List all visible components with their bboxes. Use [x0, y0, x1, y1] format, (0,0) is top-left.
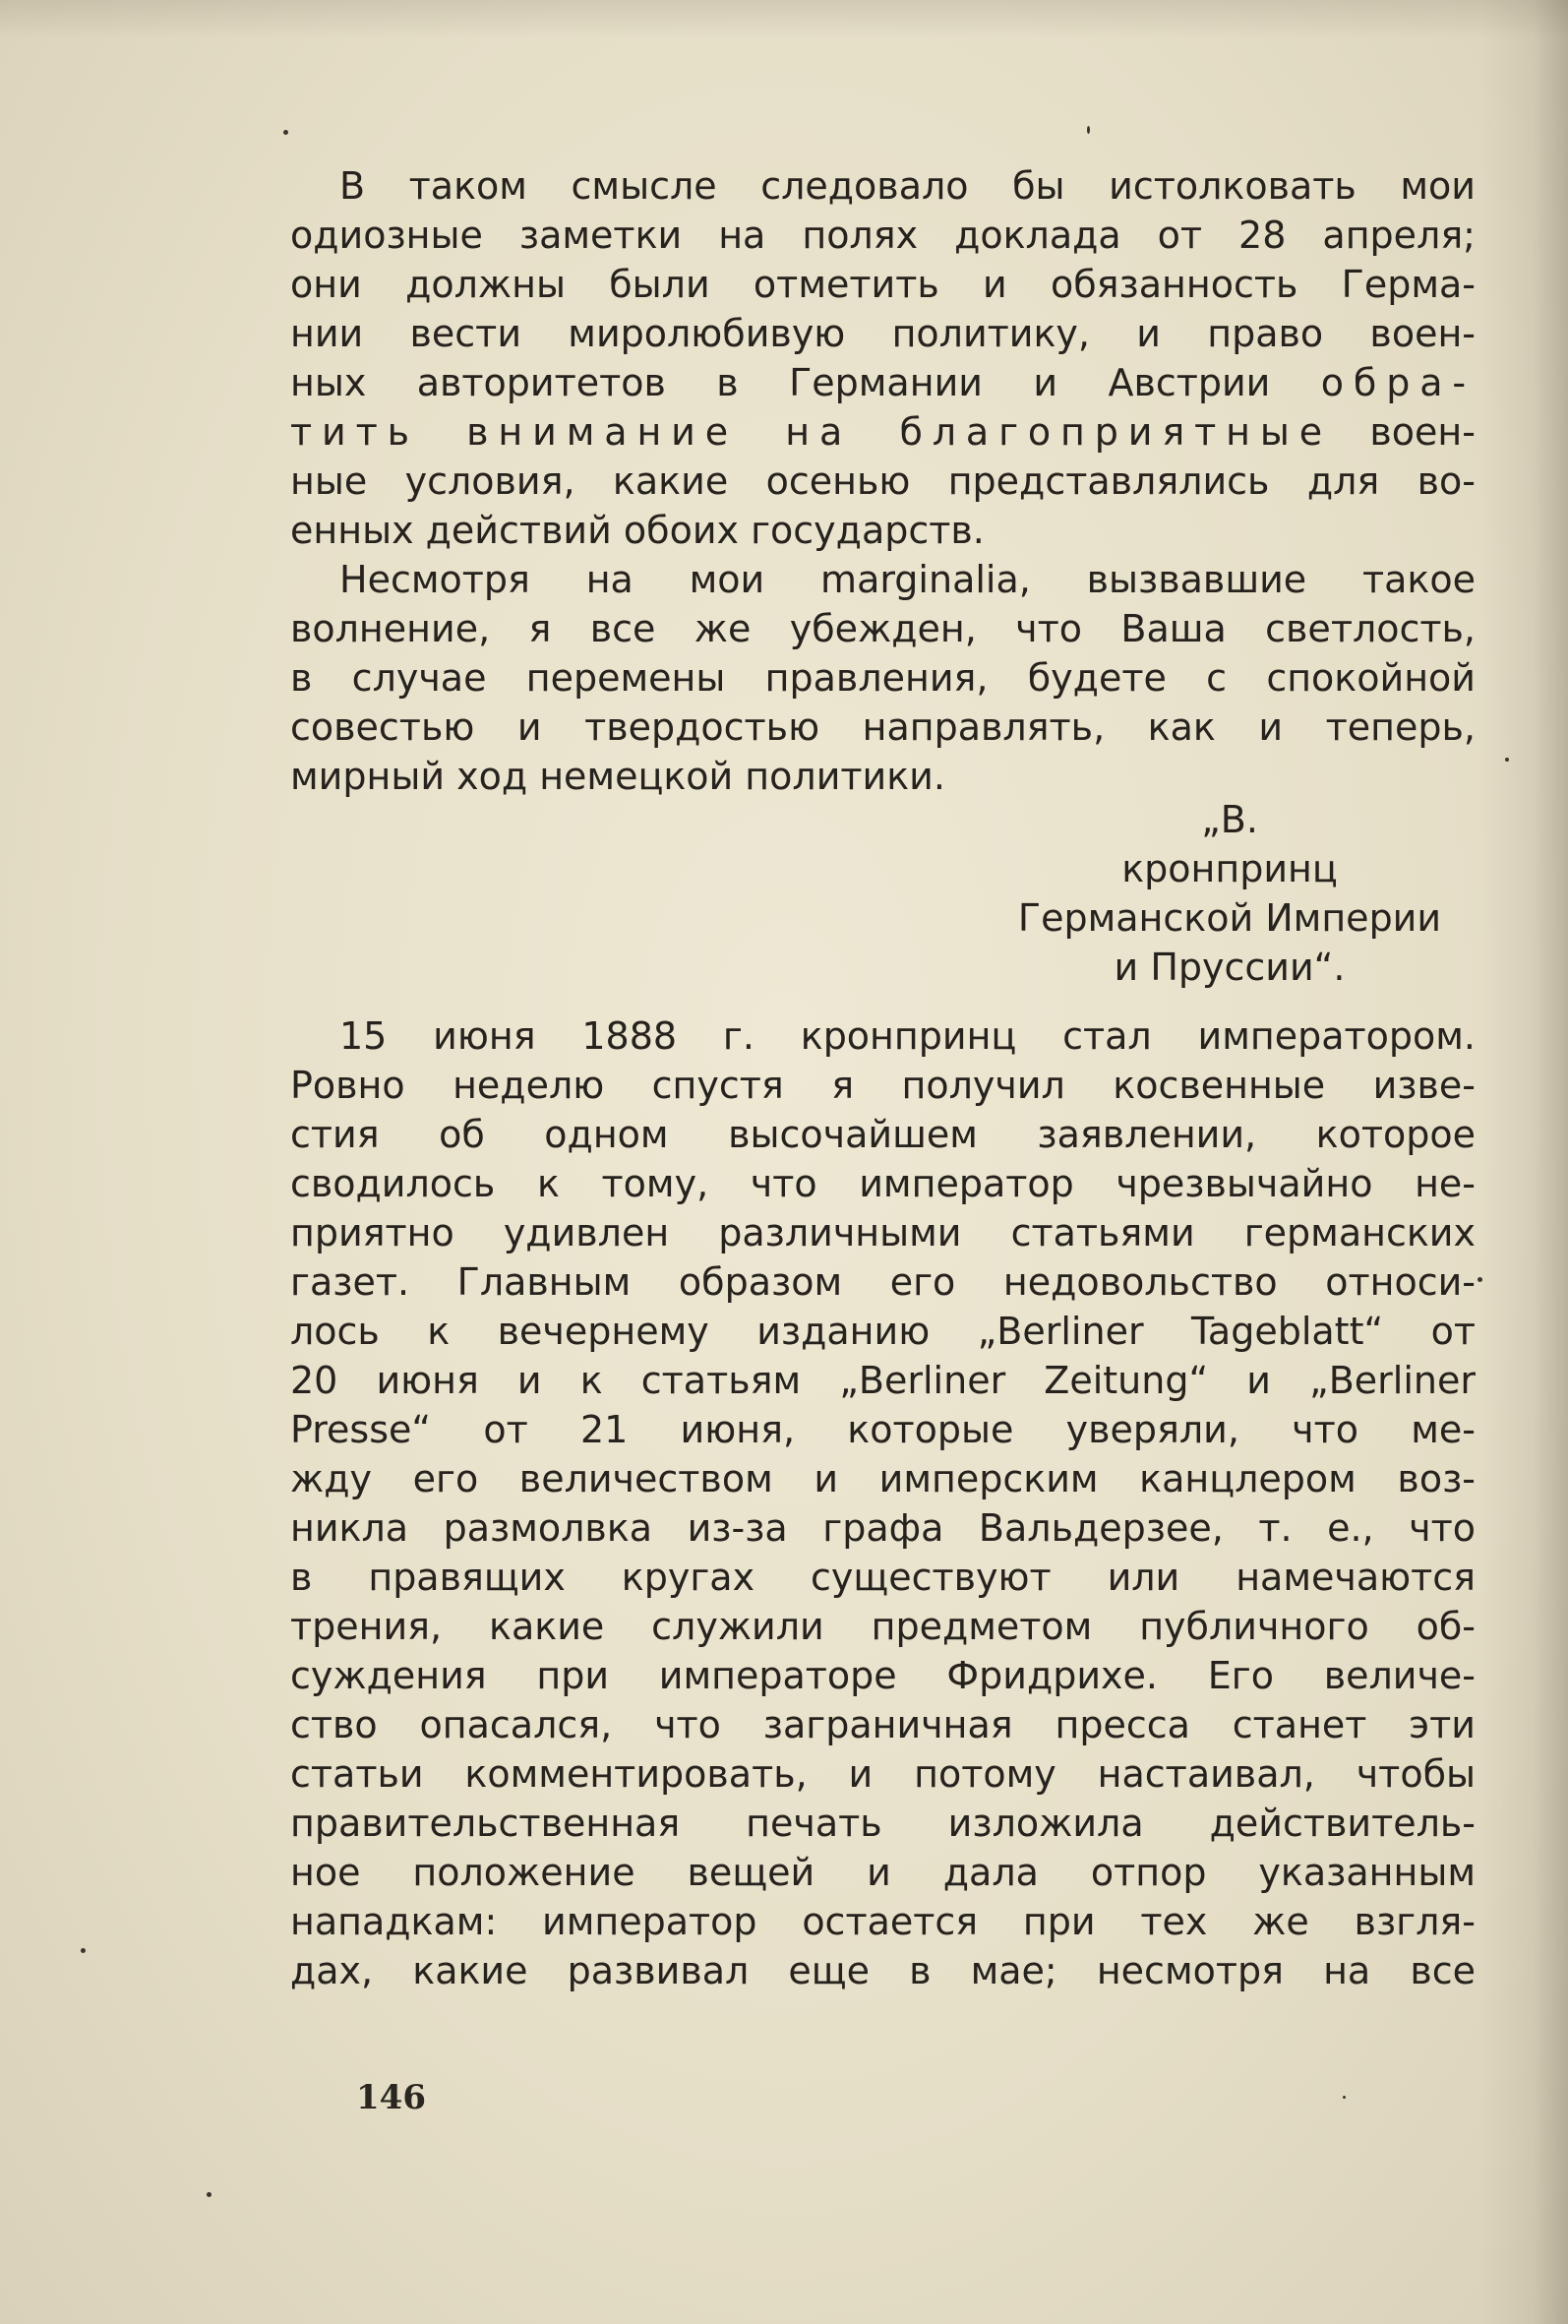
- text-line: статьи комментировать, и потому настаивал, чтобы: [290, 1752, 1476, 1796]
- paper-speck: [81, 1948, 86, 1953]
- text-line: ство опасался, что заграничная пресса станет эти: [290, 1703, 1476, 1746]
- text-line: они должны были отметить и обязанность Герма-: [290, 263, 1476, 306]
- text-line: нии вести миролюбивую политику, и право воен-: [290, 312, 1476, 355]
- paragraph-3: [290, 1011, 1476, 1995]
- signature-line: и Пруссии“.: [1114, 946, 1346, 989]
- text-line: нападкам: император остается при тех же взгля-: [290, 1900, 1476, 1943]
- text-line: трения, какие служили предметом публичного об-: [290, 1605, 1476, 1648]
- text-line: енных действий обоих государств.: [290, 509, 985, 552]
- text-line: 15 июня 1888 г. кронпринц стал императором.: [339, 1014, 1476, 1058]
- text-block-bottom: [290, 1011, 1476, 1995]
- text-line: одиозные заметки на полях доклада от 28 апреля;: [290, 214, 1476, 257]
- paper-speck: [1087, 126, 1090, 134]
- text-line: лось к вечернему изданию „Berliner Tageblatt“ от: [290, 1310, 1476, 1353]
- text-line: газет. Главным образом его недовольство относи-: [290, 1260, 1476, 1304]
- text-line: сводилось к тому, что император чрезвычайно не-: [290, 1162, 1476, 1205]
- text-line: дах, какие развивал еще в мае; несмотря на все: [290, 1949, 1476, 1992]
- paragraph-1: [290, 161, 1476, 555]
- signature-line: „В.: [1201, 798, 1258, 841]
- text-line: волнение, я все же убежден, что Ваша светлость,: [290, 607, 1476, 650]
- text-line: приятно удивлен различными статьями германских: [290, 1211, 1476, 1254]
- paper-speck: [283, 130, 288, 135]
- text-line: совестью и твердостью направлять, как и теперь,: [290, 705, 1476, 749]
- text-line: в случае перемены правления, будете с спокойной: [290, 656, 1476, 700]
- text-line: жду его величеством и имперским канцлером воз-: [290, 1457, 1476, 1500]
- text-line: [290, 407, 1476, 457]
- text-line: в правящих кругах существуют или намечаются: [290, 1556, 1476, 1599]
- text-line: суждения при императоре Фридрихе. Его величе-: [290, 1654, 1476, 1697]
- text-line: Presse“ от 21 июня, которые уверяли, что ме-: [290, 1408, 1476, 1451]
- paragraph-2: [290, 555, 1476, 801]
- text-line: Несмотря на мои marginalia, вызвавшие такое: [339, 558, 1476, 601]
- signature-line: кронпринц: [1121, 847, 1338, 890]
- text-line: стия об одном высочайшем заявлении, которое: [290, 1113, 1476, 1156]
- page-number: 146: [356, 2078, 426, 2117]
- page-edge-shadow: [1479, 0, 1568, 2324]
- text-line: [290, 358, 1476, 407]
- text-line: 20 июня и к статьям „Berliner Zeitung“ и „Berliner: [290, 1359, 1476, 1402]
- letter-signature: [974, 795, 1485, 992]
- spaced-text: тить внимание на благоприятные: [290, 410, 1332, 454]
- text-line: правительственная печать изложила действитель-: [290, 1802, 1476, 1845]
- paper-speck: [207, 2192, 211, 2197]
- page-top-shadow: [0, 0, 1568, 39]
- paper-speck: [1343, 2096, 1346, 2099]
- text-line: ные условия, какие осенью представлялись для во-: [290, 459, 1476, 503]
- spaced-text: обра-: [1320, 361, 1476, 404]
- paper-speck: [1478, 1277, 1482, 1282]
- signature-line: Германской Империи: [1017, 896, 1442, 940]
- text-line: В таком смысле следовало бы истолковать мои: [339, 164, 1476, 208]
- text-line: Ровно неделю спустя я получил косвенные изве-: [290, 1064, 1476, 1107]
- text-line: мирный ход немецкой политики.: [290, 755, 945, 798]
- text-segment: ных авторитетов в Германии и Австрии: [290, 361, 1271, 404]
- text-line: ное положение вещей и дала отпор указанным: [290, 1851, 1476, 1894]
- paper-speck: [1505, 758, 1509, 762]
- text-block-top: [290, 161, 1476, 801]
- text-line: никла размолвка из-за графа Вальдерзее, т. е., что: [290, 1506, 1476, 1550]
- text-segment: воен-: [1369, 410, 1476, 454]
